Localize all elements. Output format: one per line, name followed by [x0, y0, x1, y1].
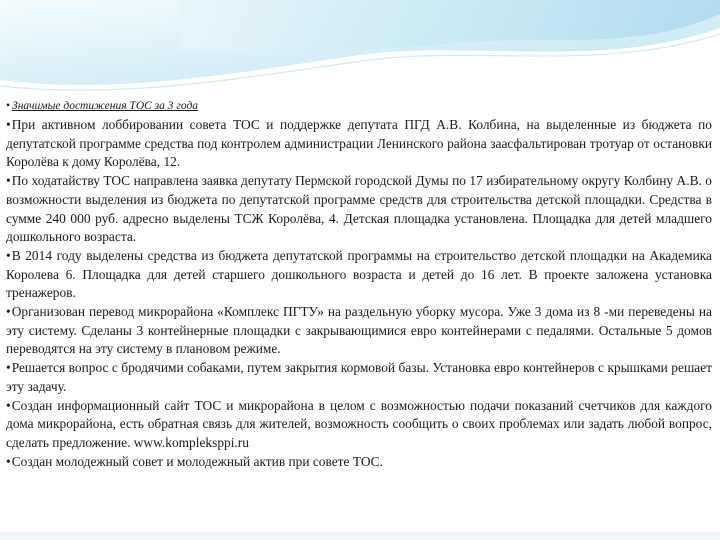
bottom-band [0, 532, 720, 540]
paragraph [6, 303, 712, 359]
bullet-icon: • [6, 117, 11, 132]
paragraph [6, 397, 712, 453]
paragraph-text: В 2014 году выделены средства из бюджета депутатской программы на строительство детской площадки на Академика Королева 6. Площадка для детей старшего дошкольного возраста и детей до 16 лет. В проекте заложена установка тренажеров. [6, 247, 712, 301]
paragraph-text: Создан информационный сайт ТОС и микрорайона в целом с возможностью подачи показаний счетчиков для каждого дома микрорайона, есть обратная связь для жителей, возможность сообщить о своих проблемах или задать любой вопрос, сделать предложение. www.kompleksppi.ru [6, 397, 712, 450]
content-text [6, 116, 712, 471]
paragraph-text: Создан молодежный совет и молодежный актив при совете ТОС. [11, 453, 383, 469]
paragraph-text: По ходатайству ТОС направлена заявка депутату Пермской городской Думы по 17 избирательному округу Колбину А.В. о возможности выделения из бюджета по депутатской программе средств для строительства детской площадки. Средства в сумме 240 000 руб. адресно выделены ТСЖ Королёва, 4. Детская площадка установлена. Площадка для детей младшего дошкольного возраста. [6, 173, 712, 245]
paragraph [6, 359, 712, 396]
bullet-icon: • [6, 397, 11, 413]
paragraph-text: Организован перевод микрорайона «Комплекс ПГТУ» на раздельную уборку мусора. Уже 3 дома из 8 -ми переведены на эту систему. Сделаны 3 контейнерные площадки с закрывающимися евро контейнерами с педалями. Остальные 5 домов переводятся на эту систему в плановом режиме. [6, 304, 712, 357]
paragraph [6, 247, 712, 303]
slide-title-text: Значимые достижения ТОС за 3 года [12, 100, 199, 112]
paragraph [6, 453, 712, 472]
bullet-icon: • [6, 304, 11, 320]
bullet-icon: • [6, 453, 11, 469]
bullet-icon: • [6, 100, 11, 112]
bullet-icon: • [6, 173, 11, 189]
paragraph [6, 172, 712, 247]
slide-title [6, 100, 198, 112]
bullet-icon: • [6, 247, 11, 263]
paragraph-text: При активном лоббировании совета ТОС и поддержке депутата ПГД А.В. Колбина, на выделенные из бюджета по депутатской программе средства под контролем администрации Ленинского района заасфальтирован тротуар от остановки Королёва к дому Королёва, 12. [6, 117, 712, 170]
bullet-icon: • [6, 360, 11, 376]
paragraph [6, 116, 712, 172]
paragraph-text: Решается вопрос с бродячими собаками, путем закрытия кормовой базы. Установка евро контейнеров с крышками решает эту задачу. [6, 360, 712, 394]
